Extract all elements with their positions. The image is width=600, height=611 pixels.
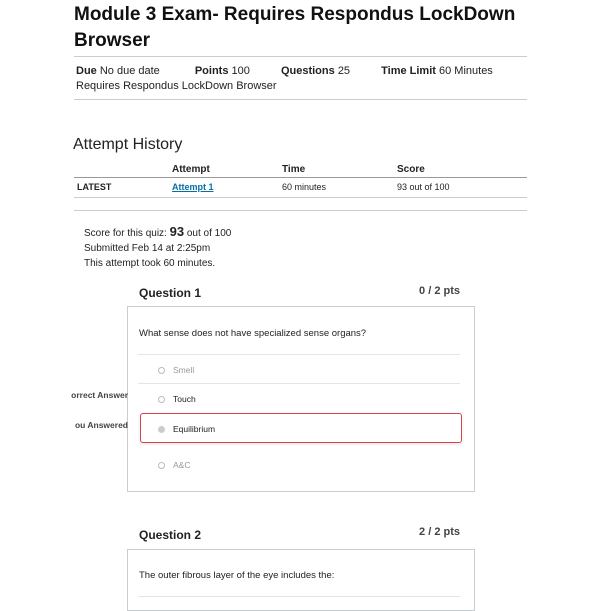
points-value: 100 (231, 65, 250, 77)
answer-option[interactable]: A&C (158, 460, 190, 470)
question-2-title: Question 2 (139, 528, 202, 542)
attempt-score: 93 out of 100 (397, 182, 450, 192)
divider (138, 383, 460, 384)
score-suffix: out of 100 (186, 228, 232, 239)
you-answered-label: ou Answered (74, 420, 128, 430)
divider (138, 596, 460, 597)
column-header-attempt: Attempt (172, 164, 210, 175)
column-header-time: Time (282, 164, 306, 175)
divider (74, 99, 527, 100)
radio-icon (158, 462, 165, 469)
requirement-text: Requires Respondus LockDown Browser (76, 80, 277, 92)
attempt-link[interactable]: Attempt 1 (172, 182, 214, 192)
attempt-time: 60 minutes (282, 182, 327, 192)
score-value: 93 (169, 224, 185, 239)
question-1-text: What sense does not have specialized sense organs? (139, 328, 367, 339)
question-2-points: 2 / 2 pts (419, 526, 460, 538)
answer-option-correct[interactable]: Touch (158, 394, 196, 404)
divider (74, 56, 527, 57)
correct-answer-label: orrect Answer (71, 390, 128, 400)
submitted-text: Submitted Feb 14 at 2:25pm (84, 243, 211, 254)
due-label: Due (76, 65, 97, 77)
question-1-box (127, 306, 475, 492)
time-limit-label: Time Limit (381, 65, 436, 77)
question-2-text: The outer fibrous layer of the eye includes the: (139, 570, 335, 581)
points-label: Points (194, 65, 229, 77)
column-header-score: Score (397, 164, 425, 175)
questions-label: Questions (280, 65, 335, 77)
divider (74, 210, 527, 211)
question-1-title: Question 1 (139, 286, 202, 300)
divider (74, 197, 527, 198)
answer-option-selected[interactable]: Equilibrium (158, 424, 215, 434)
radio-icon (158, 367, 165, 374)
due-value: No due date (99, 65, 160, 77)
radio-selected-icon (158, 426, 165, 433)
question-1-points: 0 / 2 pts (419, 285, 460, 297)
attempt-history-title: Attempt History (73, 136, 183, 153)
questions-value: 25 (337, 65, 351, 77)
attempt-status: LATEST (77, 182, 112, 192)
table-header-divider (74, 177, 527, 178)
quiz-meta (76, 64, 515, 94)
page-title: Module 3 Exam- Requires Respondus LockDown Browser (74, 4, 516, 51)
divider (138, 354, 460, 355)
time-limit-value: 60 Minutes (439, 65, 493, 77)
answer-option[interactable]: Smell (158, 365, 194, 375)
question-2-box (127, 549, 475, 611)
duration-text: This attempt took 60 minutes. (84, 258, 216, 269)
radio-icon (158, 396, 165, 403)
score-summary (84, 224, 231, 271)
score-prefix: Score for this quiz: (84, 228, 167, 239)
